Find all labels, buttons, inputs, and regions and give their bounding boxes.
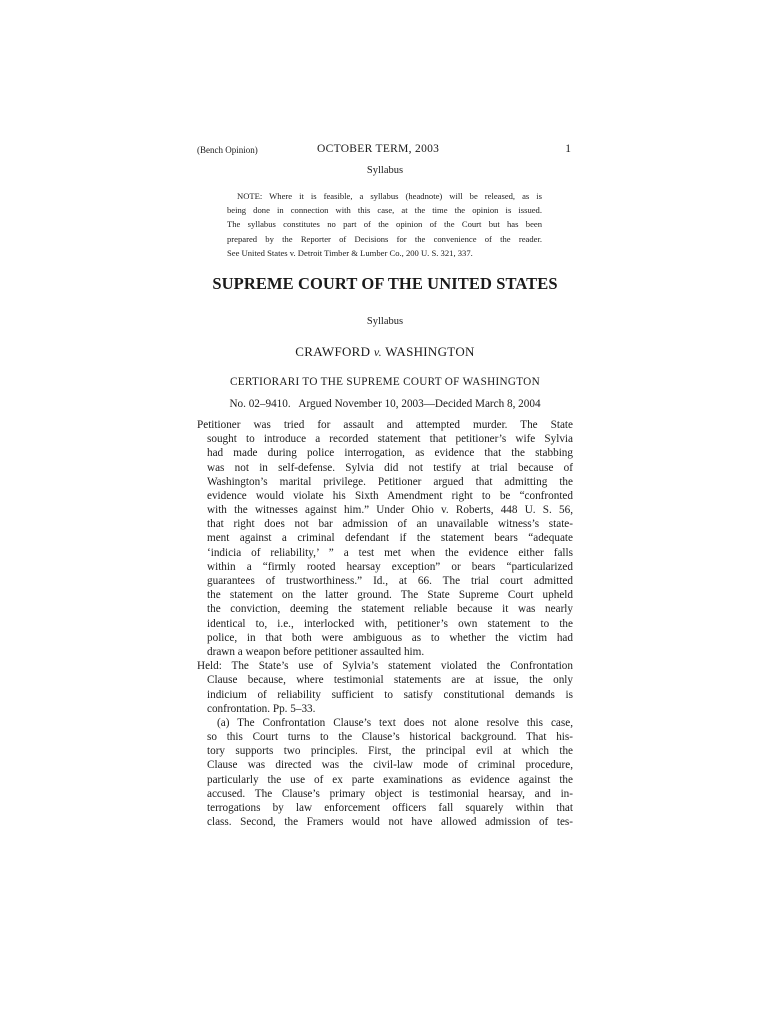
bench-opinion-label: (Bench Opinion): [197, 145, 258, 155]
body-line: guarantees of trustworthiness.” Id., at 66. The trial court admitted: [207, 575, 573, 587]
body-line: the conviction, deeming the statement reliable because it was nearly: [207, 603, 573, 616]
body-line: police, in that both were ambiguous as to whether the victim had: [207, 631, 573, 644]
note-line: NOTE: Where it is feasible, a syllabus (headnote) will be released, as is: [237, 191, 542, 201]
body-line: ment against a criminal defendant if the statement bears “adequate: [207, 532, 573, 545]
body-line: Clause was directed was the civil-law mode of criminal procedure,: [207, 759, 573, 772]
term-heading: OCTOBER TERM, 2003: [317, 143, 440, 155]
body-line: particularly the use of ex parte examinations as evidence against the: [207, 773, 573, 786]
body-line: accused. The Clause’s primary object is testimonial hearsay, and in-: [207, 787, 573, 800]
body-line: tory supports two principles. First, the principal evil at which the: [207, 745, 573, 758]
respondent-name: WASHINGTON: [385, 343, 475, 359]
body-line: Petitioner was tried for assault and attempted murder. The State: [197, 418, 573, 431]
syllabus-body: [197, 418, 573, 829]
versus: v.: [373, 344, 382, 359]
opinion-page: [197, 140, 573, 829]
syllabus-label: Syllabus: [366, 315, 404, 327]
body-line: ‘indicia of reliability,’ ” a test met when the evidence either falls: [207, 546, 573, 559]
body-line: Washington’s marital privilege. Petitioner argued that admitting the: [207, 475, 573, 488]
body-line: that right does not bar admission of an unavailable witness’s state-: [207, 518, 573, 531]
docket-line: No. 02–9410. Argued November 10, 2003—Decided March 8, 2004: [229, 397, 541, 410]
body-line: with the witnesses against him.” Under Ohio v. Roberts, 448 U. S. 56,: [207, 504, 573, 517]
syllabus-label-top: Syllabus: [366, 165, 404, 176]
note-line: being done in connection with this case, at the time the opinion is issued.: [227, 205, 542, 216]
body-line: was not in self-defense. Sylvia did not testify at trial because of: [207, 461, 573, 474]
body-line: identical to, i.e., interlocked with, petitioner’s own statement to the: [207, 617, 573, 630]
body-line: evidence would violate his Sixth Amendment right to be “confronted: [207, 489, 573, 502]
page-number: 1: [565, 143, 571, 155]
paragraph-a-line: (a) The Confrontation Clause’s text does not alone resolve this case,: [217, 716, 573, 729]
reporter-note: [227, 191, 542, 262]
held-line: Held: The State’s use of Sylvia’s statement violated the Confrontation: [197, 660, 573, 673]
body-line: drawn a weapon before petitioner assaulted him.: [207, 645, 425, 658]
body-line: within a “firmly rooted hearsay exception” or bears “particularized: [207, 560, 573, 573]
note-line: prepared by the Reporter of Decisions for the convenience of the reader.: [227, 233, 542, 244]
body-line: confrontation. Pp. 5–33.: [207, 702, 316, 715]
body-line: Clause because, where testimonial statements are at issue, the only: [207, 674, 573, 687]
body-line: sought to introduce a recorded statement that petitioner’s wife Sylvia: [207, 433, 573, 446]
note-line: See United States v. Detroit Timber & Lumber Co., 200 U. S. 321, 337.: [227, 247, 473, 258]
case-name: [197, 344, 573, 360]
note-line: The syllabus constitutes no part of the opinion of the Court but has been: [227, 219, 542, 230]
petitioner-name: CRAWFORD: [295, 343, 371, 359]
body-line: so this Court turns to the Clause’s historical background. That his-: [207, 731, 573, 744]
body-line: indicium of reliability sufficient to satisfy constitutional demands is: [207, 688, 573, 701]
court-title: SUPREME COURT OF THE UNITED STATES: [212, 273, 558, 293]
running-head: [197, 140, 573, 160]
body-line: had made during police interrogation, as evidence that the stabbing: [207, 447, 573, 460]
body-line: terrogations by law enforcement officers fall squarely within that: [207, 802, 573, 814]
body-line: the statement on the latter ground. The State Supreme Court upheld: [207, 589, 573, 602]
body-line: class. Second, the Framers would not have allowed admission of tes-: [207, 816, 573, 829]
certiorari-line: CERTIORARI TO THE SUPREME COURT OF WASHINGTON: [230, 375, 540, 388]
